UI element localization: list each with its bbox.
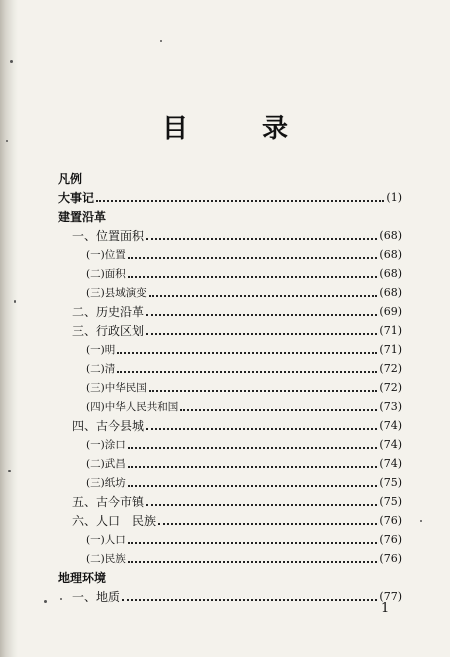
dot-leader bbox=[128, 485, 378, 487]
scan-speck bbox=[44, 600, 47, 603]
toc-entry-page: (68) bbox=[379, 286, 402, 299]
toc-entry bbox=[58, 452, 402, 471]
toc-entry-label: 六、人口 民族 bbox=[72, 514, 157, 528]
dot-leader bbox=[149, 390, 378, 392]
dot-leader bbox=[117, 352, 377, 354]
toc-entry-label: (一)明 bbox=[86, 344, 116, 356]
toc-entry bbox=[58, 433, 402, 452]
toc-entry-page: (68) bbox=[379, 248, 402, 261]
toc-entry-page: (72) bbox=[379, 381, 402, 394]
toc-entry-label: 四、古今县城 bbox=[72, 419, 145, 433]
dot-leader bbox=[146, 504, 377, 506]
toc-entry-page: (76) bbox=[379, 514, 402, 527]
dot-leader bbox=[96, 200, 384, 202]
dot-leader bbox=[146, 238, 377, 240]
dot-leader bbox=[128, 542, 378, 544]
toc-entry bbox=[58, 186, 402, 205]
toc-entry-page: (1) bbox=[386, 191, 402, 204]
toc-entry-label: (二)清 bbox=[86, 363, 116, 375]
toc-entry-label: (一)涂口 bbox=[86, 439, 126, 451]
dot-leader bbox=[117, 371, 377, 373]
toc-entry-page: (69) bbox=[379, 305, 402, 318]
toc-entry-page: (77) bbox=[379, 590, 402, 603]
toc-entry bbox=[58, 395, 402, 414]
toc-entry-label: 建置沿革 bbox=[58, 210, 107, 224]
toc-entry bbox=[58, 357, 402, 376]
toc-entry bbox=[58, 376, 402, 395]
toc-entry-label: (四)中华人民共和国 bbox=[86, 401, 179, 413]
toc-entry-page: (72) bbox=[379, 362, 402, 375]
dot-leader bbox=[146, 428, 377, 430]
toc-entry-label: 一、位置面积 bbox=[72, 229, 145, 243]
toc-entry-label: 二、历史沿革 bbox=[72, 305, 145, 319]
toc-entry-label: (三)县域演变 bbox=[86, 287, 147, 299]
toc-entry-label: 大事记 bbox=[58, 191, 95, 205]
dot-leader bbox=[158, 523, 377, 525]
toc-entry-label: 五、古今市镇 bbox=[72, 495, 145, 509]
dot-leader bbox=[122, 599, 377, 601]
dot-leader bbox=[146, 333, 377, 335]
toc-entry-page: (73) bbox=[379, 400, 402, 413]
toc-entry bbox=[58, 547, 402, 566]
toc-entry bbox=[58, 224, 402, 243]
dot-leader bbox=[128, 276, 378, 278]
toc-entry bbox=[58, 471, 402, 490]
scan-speck bbox=[160, 40, 162, 42]
toc-entry-page: (74) bbox=[379, 457, 402, 470]
scan-speck bbox=[8, 470, 11, 472]
toc-entry-label: (三)纸坊 bbox=[86, 477, 126, 489]
binding-edge bbox=[0, 0, 18, 657]
toc-entry-page: (76) bbox=[379, 533, 402, 546]
toc-entry bbox=[58, 205, 402, 224]
toc-entry-label: (二)武昌 bbox=[86, 458, 126, 470]
dot-leader bbox=[149, 295, 378, 297]
toc-entry-label: 地理环境 bbox=[58, 571, 107, 585]
toc-entry-label: 一、地质 bbox=[72, 590, 121, 604]
toc-entry-label: (二)民族 bbox=[86, 553, 126, 565]
toc-entry bbox=[58, 490, 402, 509]
scan-speck bbox=[60, 598, 62, 600]
toc-entry-label: (二)面积 bbox=[86, 268, 126, 280]
toc-entry-label: (一)人口 bbox=[86, 534, 126, 546]
dot-leader bbox=[128, 257, 378, 259]
toc-entry-page: (75) bbox=[379, 495, 402, 508]
toc-entry bbox=[58, 243, 402, 262]
table-of-contents bbox=[58, 167, 402, 604]
toc-entry bbox=[58, 414, 402, 433]
toc-entry-page: (71) bbox=[379, 343, 402, 356]
toc-entry-page: (75) bbox=[379, 476, 402, 489]
toc-entry-label: 凡例 bbox=[58, 172, 83, 186]
toc-entry bbox=[58, 262, 402, 281]
dot-leader bbox=[146, 314, 377, 316]
dot-leader bbox=[128, 447, 378, 449]
toc-entry bbox=[58, 167, 402, 186]
scan-speck bbox=[10, 60, 13, 63]
toc-entry bbox=[58, 528, 402, 547]
scan-speck bbox=[420, 520, 422, 522]
toc-entry bbox=[58, 281, 402, 300]
page-number: 1 bbox=[381, 601, 390, 616]
dot-leader bbox=[128, 561, 378, 563]
page-title: 目 录 bbox=[161, 114, 312, 144]
toc-entry bbox=[58, 585, 402, 604]
toc-entry bbox=[58, 300, 402, 319]
toc-entry-page: (71) bbox=[379, 324, 402, 337]
scan-speck bbox=[6, 140, 8, 142]
toc-entry bbox=[58, 338, 402, 357]
toc-entry-label: (一)位置 bbox=[86, 249, 126, 261]
scan-speck bbox=[14, 300, 16, 303]
toc-entry-page: (68) bbox=[379, 267, 402, 280]
toc-entry bbox=[58, 566, 402, 585]
toc-entry-label: 三、行政区划 bbox=[72, 324, 145, 338]
dot-leader bbox=[180, 409, 377, 411]
dot-leader bbox=[128, 466, 378, 468]
toc-entry-page: (74) bbox=[379, 438, 402, 451]
toc-entry bbox=[58, 319, 402, 338]
toc-entry bbox=[58, 509, 402, 528]
toc-entry-label: (三)中华民国 bbox=[86, 382, 147, 394]
toc-entry-page: (76) bbox=[379, 552, 402, 565]
toc-entry-page: (74) bbox=[379, 419, 402, 432]
toc-entry-page: (68) bbox=[379, 229, 402, 242]
